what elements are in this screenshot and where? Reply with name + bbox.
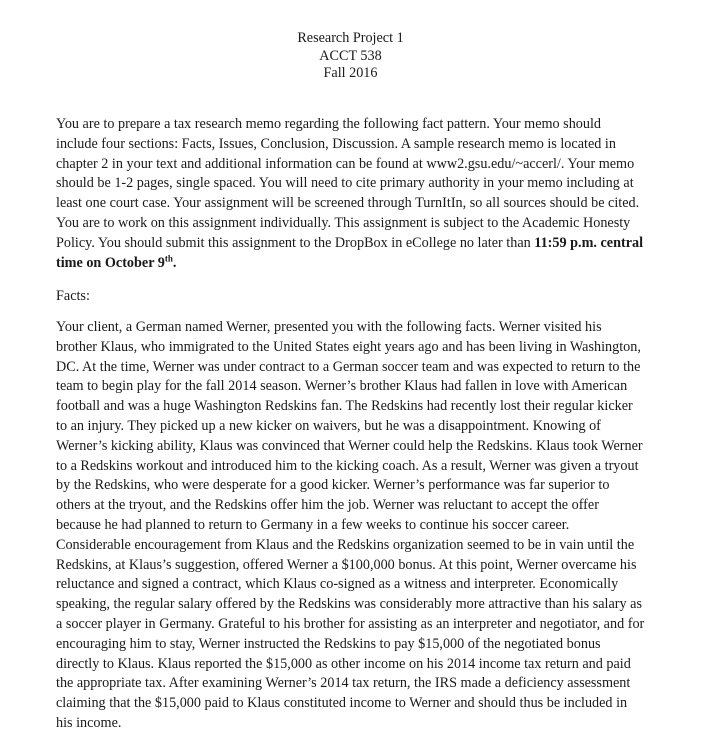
project-title: Research Project 1 bbox=[297, 30, 404, 46]
term: Fall 2016 bbox=[323, 65, 378, 81]
instructions-paragraph bbox=[56, 115, 646, 273]
facts-paragraph: Your client, a German named Werner, presented you with the following facts. Werner visited his brother Klaus, who immigrated to the United States eight years ago and has been living in Washington, DC. At the time, Werner was under contract to a German soccer team and was expected to return to the team to begin play for the fall 2014 season. Werner’s brother Klaus had fallen in love with American football and was a huge Washington Redskins fan. The Redskins had recently lost their regular kicker to an injury. They picked up a new kicker on waivers, but he was a disappointment. Knowing of Werner’s kicking ability, Klaus was convinced that Werner could help the Redskins. Klaus took Werner to a Redskins workout and introduced him to the kicking coach. As a result, Werner was given a tryout by the Redskins, who were desperate for a good kicker. Werner’s performance was far superior to others at the tryout, and the Redskins offer him the job. Werner was reluctant to accept the offer because he had planned to return to Germany in a few weeks to continue his soccer career. Considerable encouragement from Klaus and the Redskins organization seemed to be in vain until the Redskins, at Klaus’s suggestion, offered Werner a $100,000 bonus. At this point, Werner overcame his reluctance and signed a contract, which Klaus co-signed as a witness and interpreter. Economically speaking, the regular salary offered by the Redskins was considerably more attractive than his salary as a soccer player in Germany. Grateful to his brother for assisting as an interpreter and negotiator, and for encouraging him to stay, Werner instructed the Redskins to pay $15,000 of the negotiated bonus directly to Klaus. Klaus reported the $15,000 as other income on his 2014 income tax return and paid the appropriate tax. After examining Werner’s 2014 tax return, the IRS made a deficiency assessment claiming that the $15,000 paid to Klaus constituted income to Werner and should thus be included in his income. bbox=[56, 319, 645, 731]
deadline-end: . bbox=[172, 254, 177, 271]
deadline-bold: 11:59 p.m. central time on October 9 bbox=[56, 234, 644, 271]
course-code: ACCT 538 bbox=[319, 47, 382, 64]
facts-heading: Facts: bbox=[56, 288, 90, 304]
instructions-text: You are to prepare a tax research memo regarding the following fact pattern. Your memo should include four sections: Facts, Issues, Conclusion, Discussion. A sample research memo is located in chapter 2 in your text and additional information can be found at www2.gsu.edu/~accerl/. Your memo should be 1-2 pages, single spaced. You will need to cite primary authority in your memo including at least one court case. Your assignment will be screened through TurnItIn, so all sources should be cited. You are to work on this assignment individually. This assignment is subject to the Academic Honesty Policy. You should submit this assignment to the DropBox in eCollege no later than bbox=[56, 116, 640, 251]
document-header bbox=[0, 30, 701, 83]
deadline-ordinal: th bbox=[164, 252, 173, 263]
